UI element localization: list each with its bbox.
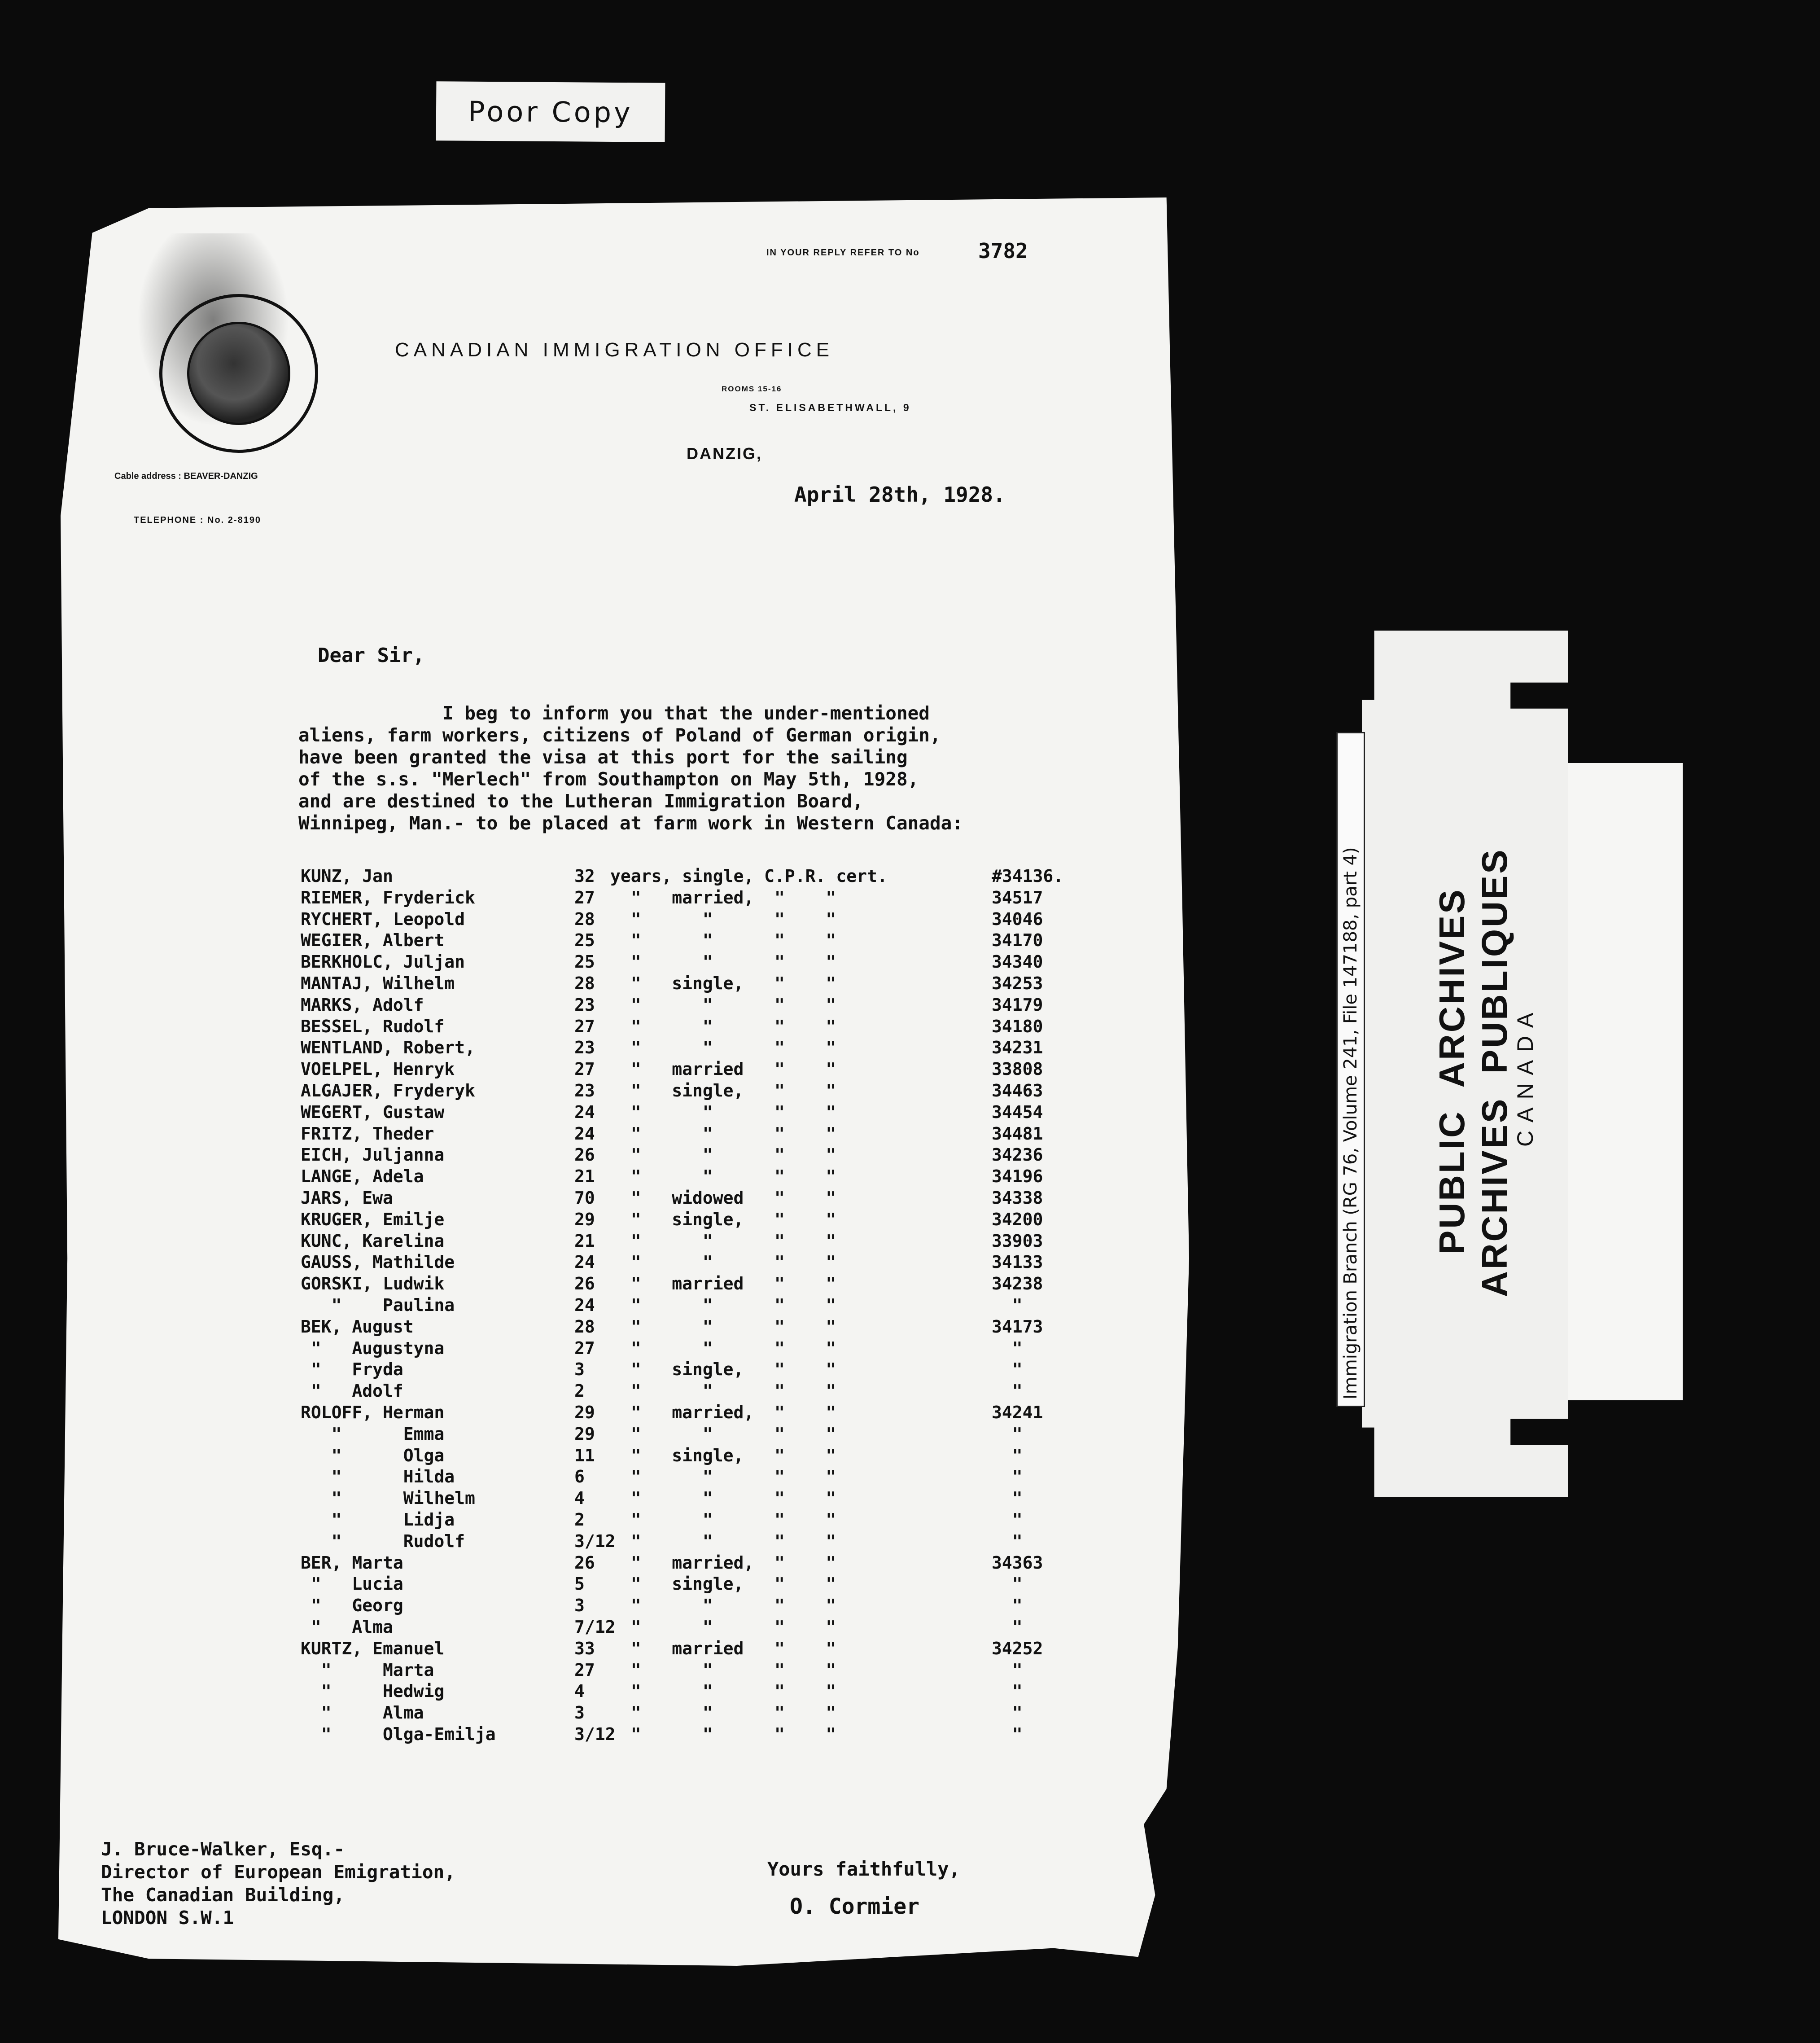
roster-name: WEGERT, Gustaw <box>301 1102 445 1122</box>
roster-name: KUNZ, Jan <box>301 866 393 886</box>
roster-certificate: 34241 <box>992 1403 1043 1422</box>
roster-status: " single, " " <box>610 1209 836 1229</box>
roster-age: 27 <box>574 1338 595 1358</box>
roster-name: " Paulina <box>301 1295 455 1315</box>
roster-age: 70 <box>574 1188 595 1208</box>
roster-name: BEK, August <box>301 1316 414 1337</box>
roster-age: 3/12 <box>574 1531 616 1551</box>
roster-status: " " " " <box>610 1231 836 1251</box>
roster-status: " " " " <box>610 1617 836 1637</box>
roster-certificate: 34200 <box>992 1209 1043 1229</box>
roster-age: 28 <box>574 1316 595 1337</box>
roster-age: 25 <box>574 930 595 951</box>
roster-certificate: 34253 <box>992 973 1043 993</box>
roster-name: BER, Marta <box>301 1552 403 1573</box>
roster-status: " " " " <box>610 1016 836 1036</box>
roster-age: 6 <box>574 1467 585 1487</box>
roster-certificate: " <box>992 1660 1023 1680</box>
roster-age: 24 <box>574 1102 595 1122</box>
cable-address: Cable address : BEAVER-DANZIG <box>114 471 258 481</box>
roster-name: " Fryda <box>301 1359 403 1380</box>
roster-name: " Marta <box>301 1660 434 1680</box>
roster-certificate: " <box>992 1596 1023 1616</box>
roster-name: " Olga <box>301 1445 445 1465</box>
roster-name: KRUGER, Emilje <box>301 1209 445 1229</box>
roster-status: " " " " <box>610 1510 836 1530</box>
roster-name: KUNC, Karelina <box>301 1231 445 1251</box>
roster-certificate: " <box>992 1338 1023 1358</box>
roster-certificate: " <box>992 1681 1023 1701</box>
roster-certificate: 34340 <box>992 952 1043 972</box>
roster-name: RIEMER, Fryderick <box>301 887 475 908</box>
archive-name-en: PUBLIC ARCHIVES <box>1432 888 1472 1254</box>
roster-name: " Adolf <box>301 1381 403 1401</box>
roster-age: 27 <box>574 1016 595 1036</box>
roster-age: 11 <box>574 1445 595 1465</box>
roster-name: MANTAJ, Wilhelm <box>301 973 455 993</box>
roster-age: 26 <box>574 1145 595 1165</box>
roster-name: " Georg <box>301 1596 403 1616</box>
telephone-number: TELEPHONE : No. 2-8190 <box>134 515 262 525</box>
roster-certificate: #34136. <box>992 866 1064 886</box>
roster-name: " Alma <box>301 1617 393 1637</box>
salutation: Dear Sir, <box>318 644 425 667</box>
roster-certificate: 34133 <box>992 1252 1043 1272</box>
archive-name-fr: ARCHIVES PUBLIQUES <box>1474 848 1514 1297</box>
addressee-block: J. Bruce-Walker, Esq.- Director of European Emigration, The Canadian Building, LONDON S.W.1 <box>101 1838 455 1929</box>
roster-name: " Emma <box>301 1424 445 1444</box>
roster-status: years, single, C.P.R. cert. <box>610 866 888 886</box>
roster-age: 24 <box>574 1295 595 1315</box>
roster-age: 7/12 <box>574 1617 616 1637</box>
letter-date: April 28th, 1928. <box>794 482 1006 507</box>
roster-name: ALGAJER, Fryderyk <box>301 1081 475 1100</box>
roster-certificate: 34196 <box>992 1166 1043 1187</box>
roster-age: 3/12 <box>574 1724 616 1744</box>
closing: Yours faithfully, <box>767 1858 960 1880</box>
roster-age: 4 <box>574 1681 585 1701</box>
roster-certificate: " <box>992 1703 1023 1723</box>
roster-certificate: 34236 <box>992 1145 1043 1165</box>
roster-certificate: 34454 <box>992 1102 1043 1122</box>
poor-copy-label: Poor Copy <box>436 81 665 142</box>
roster-certificate: 34170 <box>992 930 1043 951</box>
roster-status: " " " " <box>610 1488 836 1508</box>
roster-age: 23 <box>574 1081 595 1100</box>
roster-age: 3 <box>574 1596 585 1616</box>
roster-status: " " " " <box>610 1681 836 1701</box>
roster-status: " " " " <box>610 1252 836 1272</box>
roster-name: VOELPEL, Henryk <box>301 1059 455 1079</box>
roster-age: 24 <box>574 1252 595 1272</box>
roster-age: 28 <box>574 909 595 929</box>
roster-age: 25 <box>574 952 595 972</box>
roster-certificate: 34046 <box>992 909 1043 929</box>
roster-status: " married, " " <box>610 887 836 908</box>
roster-age: 29 <box>574 1424 595 1444</box>
roster-status: " " " " <box>610 1424 836 1444</box>
roster-name: WEGIER, Albert <box>301 930 445 951</box>
roster-age: 27 <box>574 887 595 908</box>
roster-status: " single, " " <box>610 973 836 993</box>
roster-certificate: 33808 <box>992 1059 1043 1079</box>
roster-name: " Alma <box>301 1703 424 1723</box>
roster-status: " " " " <box>610 1316 836 1337</box>
roster-age: 26 <box>574 1274 595 1294</box>
roster-certificate: 34173 <box>992 1316 1043 1337</box>
roster-age: 3 <box>574 1359 585 1380</box>
roster-name: WENTLAND, Robert, <box>301 1038 475 1058</box>
roster-age: 5 <box>574 1574 585 1594</box>
roster-name: " Augustyna <box>301 1338 445 1358</box>
roster-certificate: " <box>992 1467 1023 1487</box>
roster-name: GORSKI, Ludwik <box>301 1274 445 1294</box>
roster-age: 29 <box>574 1209 595 1229</box>
roster-certificate: " <box>992 1445 1023 1465</box>
roster-age: 4 <box>574 1488 585 1508</box>
roster-status: " " " " <box>610 995 836 1015</box>
roster-name: BERKHOLC, Juljan <box>301 952 465 972</box>
roster-age: 28 <box>574 973 595 993</box>
roster-age: 24 <box>574 1123 595 1144</box>
office-street: ST. ELISABETHWALL, 9 <box>749 402 911 413</box>
roster-status: " married, " " <box>610 1403 836 1422</box>
roster-certificate: " <box>992 1295 1023 1315</box>
roster-name: " Hilda <box>301 1467 455 1487</box>
roster-status: " " " " <box>610 1703 836 1723</box>
roster-age: 23 <box>574 995 595 1015</box>
roster-certificate: 34252 <box>992 1638 1043 1658</box>
roster-age: 2 <box>574 1510 585 1530</box>
roster-age: 27 <box>574 1660 595 1680</box>
roster-name: " Lidja <box>301 1510 455 1530</box>
roster-certificate: 34180 <box>992 1016 1043 1036</box>
roster-certificate: 34179 <box>992 995 1043 1015</box>
roster-age: 2 <box>574 1381 585 1401</box>
roster-name: BESSEL, Rudolf <box>301 1016 445 1036</box>
roster-name: RYCHERT, Leopold <box>301 909 465 929</box>
roster-name: " Wilhelm <box>301 1488 475 1508</box>
roster-name: JARS, Ewa <box>301 1188 393 1208</box>
roster-certificate: 34517 <box>992 887 1043 908</box>
signature: O. Cormier <box>790 1894 919 1919</box>
roster-status: " " " " <box>610 1531 836 1551</box>
roster-status: " married " " <box>610 1638 836 1658</box>
roster-name: " Rudolf <box>301 1531 465 1551</box>
roster-certificate: 34463 <box>992 1081 1043 1100</box>
roster-certificate: 34231 <box>992 1038 1043 1058</box>
roster-status: " widowed " " <box>610 1188 836 1208</box>
roster-age: 33 <box>574 1638 595 1658</box>
roster-name: " Lucia <box>301 1574 403 1594</box>
roster-age: 26 <box>574 1552 595 1573</box>
roster-certificate: " <box>992 1617 1023 1637</box>
roster-status: " single, " " <box>610 1081 836 1100</box>
roster-status: " married, " " <box>610 1552 836 1573</box>
roster-status: " married " " <box>610 1274 836 1294</box>
roster-status: " single, " " <box>610 1359 836 1380</box>
roster-name: EICH, Juljanna <box>301 1145 445 1165</box>
roster-status: " " " " <box>610 1166 836 1187</box>
roster-status: " " " " <box>610 1102 836 1122</box>
roster-age: 27 <box>574 1059 595 1079</box>
roster-name: FRITZ, Theder <box>301 1123 434 1144</box>
roster-certificate: " <box>992 1359 1023 1380</box>
roster-age: 3 <box>574 1703 585 1723</box>
roster-status: " " " " <box>610 1660 836 1680</box>
roster-certificate: 34481 <box>992 1123 1043 1144</box>
roster-certificate: 34363 <box>992 1552 1043 1573</box>
roster-name: GAUSS, Mathilde <box>301 1252 455 1272</box>
roster-certificate: 34338 <box>992 1188 1043 1208</box>
roster-name: LANGE, Adela <box>301 1166 424 1187</box>
roster-status: " " " " <box>610 1145 836 1165</box>
roster-status: " " " " <box>610 1038 836 1058</box>
immigration-seal-icon <box>159 294 318 453</box>
roster-age: 21 <box>574 1166 595 1187</box>
roster-age: 32 <box>574 866 595 886</box>
roster-status: " " " " <box>610 1724 836 1744</box>
roster-certificate: " <box>992 1724 1023 1744</box>
roster-certificate: " <box>992 1574 1023 1594</box>
roster-certificate: 34238 <box>992 1274 1043 1294</box>
roster-status: " " " " <box>610 1596 836 1616</box>
reference-number: 3782 <box>978 239 1028 263</box>
roster-certificate: " <box>992 1424 1023 1444</box>
roster-certificate: " <box>992 1381 1023 1401</box>
roster-age: 21 <box>574 1231 595 1251</box>
refer-label: IN YOUR REPLY REFER TO No <box>766 248 920 258</box>
roster-certificate: " <box>992 1510 1023 1530</box>
roster-status: " " " " <box>610 1467 836 1487</box>
roster-status: " " " " <box>610 909 836 929</box>
roster-age: 23 <box>574 1038 595 1058</box>
roster-status: " " " " <box>610 1338 836 1358</box>
roster-status: " " " " <box>610 1123 836 1144</box>
roster-certificate: 33903 <box>992 1231 1043 1251</box>
roster-name: KURTZ, Emanuel <box>301 1638 445 1658</box>
office-name: CANADIAN IMMIGRATION OFFICE <box>395 339 834 361</box>
roster-status: " married " " <box>610 1059 836 1079</box>
roster-status: " " " " <box>610 952 836 972</box>
roster-status: " " " " <box>610 930 836 951</box>
letter-body: I beg to inform you that the under-mentioned aliens, farm workers, citizens of Poland of German origin, have been granted the visa at this port for the sailing of the s.s. "Merlech" from Southampton on May 5th, 1928, and are destined to the Lutheran Immigration Board, Winnipeg, Man.- to be placed at farm work in Western Canada: <box>298 702 963 834</box>
roster-status: " " " " <box>610 1381 836 1401</box>
roster-status: " single, " " <box>610 1574 836 1594</box>
roster-name: " Hedwig <box>301 1681 445 1701</box>
roster-certificate: " <box>992 1488 1023 1508</box>
roster-name: ROLOFF, Herman <box>301 1403 445 1422</box>
archive-country: CANADA <box>1513 1004 1538 1147</box>
office-rooms: ROOMS 15-16 <box>722 385 782 393</box>
roster-certificate: " <box>992 1531 1023 1551</box>
roster-age: 29 <box>574 1403 595 1422</box>
roster-name: " Olga-Emilja <box>301 1724 496 1744</box>
roster-status: " " " " <box>610 1295 836 1315</box>
archive-reference: Immigration Branch (RG 76, Volume 241, File 147188, part 4) <box>1336 732 1365 1407</box>
roster-name: MARKS, Adolf <box>301 995 424 1015</box>
office-city: DANZIG, <box>687 444 762 463</box>
roster-status: " single, " " <box>610 1445 836 1465</box>
